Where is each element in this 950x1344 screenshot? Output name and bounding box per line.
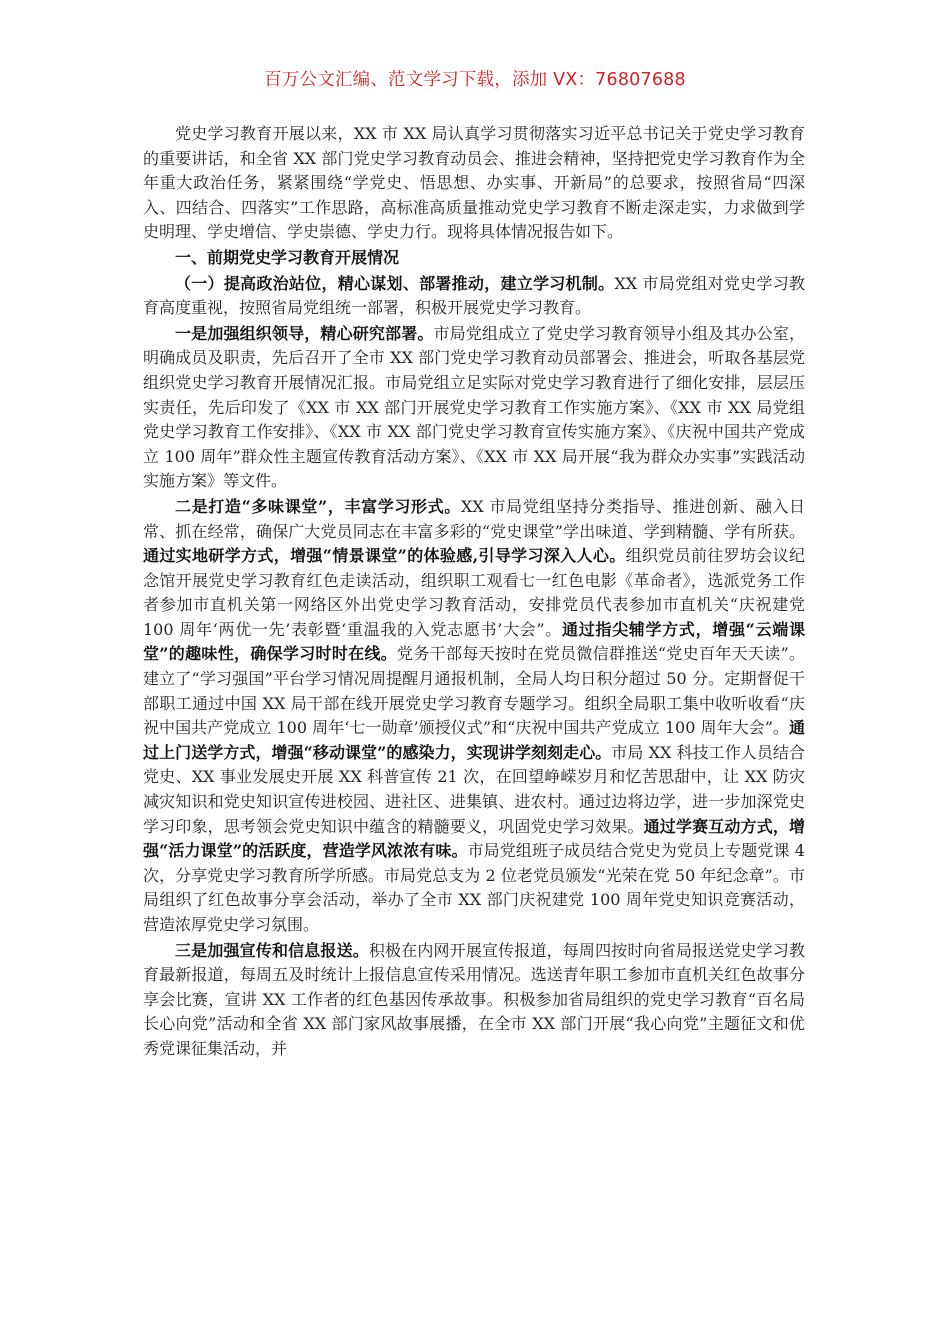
section-heading-text: 一、前期党史学习教育开展情况 [175, 247, 400, 267]
point-text-2b: 组织党员前往罗坊会议纪念馆开展党史学习教育红色走读活动，组织职工观看七一红色电影《革命者》，选派党务工作者参加市直机关第一网络区外出党史学习教育活动，安排党员代表参加市直机关“庆祝建党 100 周年‘两优一先’表彰暨‘重温我的入党志愿书’大会”。 [143, 546, 805, 639]
point-title-2: 二是打造“多味课堂”，丰富学习形式。 [175, 496, 461, 516]
subsection-title: （一）提高政治站位，精心谋划、部署推动，建立学习机制。 [175, 273, 615, 293]
point-text-2a: XX 市局党组坚持分类指导、推进创新、融入日常、抓在经常，确保广大党员同志在丰富多彩的“党史课堂”学出味道、学到精髓、学有所获。 [143, 496, 805, 541]
point-bold-2d: 通过学赛互动方式，增强“活力课堂”的活跃度，营造学风浓浓有味。 [143, 816, 805, 861]
point-text-1: 市局党组成立了党史学习教育领导小组及其办公室，明确成员及职责，先后召开了全市 XX 部门党史学习教育动员部署会、推进会，听取各基层党组织党史学习教育开展情况汇报。市局党组立足实际对党史学习教育进行了细化安排，层层压实责任，先后印发了《XX 市 XX 部门开展党史学习教育工作实施方案》、《XX 市 XX 局党组党史学习教育工作安排》、《XX 市 XX 部门党史学习教育宣传实施方案》、《庆祝中国共产党成立 100 周年”群众性主题宣传教育活动方案》、《XX 市 XX 局开展“我为群众办实事”实践活动实施方案》等文件。 [143, 323, 805, 491]
point-bold-2c: 通过上门送学方式，增强“移动课堂”的感染力，实现讲学刻刻走心。 [143, 718, 805, 762]
point-text-2d: 市局 XX 科技工作人员结合党史、XX 事业发展史开展 XX 科普宣传 21 次，在回望峥嵘岁月和忆苦思甜中，让 XX 防灾减灾知识和党史知识宣传进校园、进社区、进集镇、进农村。通过边将边学，进一步加深党史学习印象，思考领会党史知识中蕴含的精髓要义，巩固党史学习效果。 [143, 742, 805, 836]
point-text-2e: 市局党组班子成员结合党史为党员上专题党课 4 次，分享党史学习教育所学所感。市局党总支为 2 位老党员颁发“光荣在党 50 年纪念章”。市局组织了红色故事分享会活动，举办了全市 XX 部门庆祝建党 100 周年党史知识竞赛活动，营造浓厚党史学习氛围。 [143, 841, 805, 934]
promo-banner: 百万公文汇编、范文学习下载，添加 VX：76807688 [264, 70, 686, 90]
subsection-text: XX 市局党组对党史学习教育高度重视，按照省局党组统一部署，积极开展党史学习教育。 [143, 273, 805, 318]
point-text-3: 积极在内网开展宣传报道，每周四按时向省局报送党史学习教育最新报道，每周五及时统计上报信息宣传采用情况。选送青年职工参加市直机关红色故事分享会比赛，宣讲 XX 工作者的红色基因传承故事。积极参加省局组织的党史学习教育“百名局长心向党”活动和全省 XX 部门家风故事展播，在全市 XX 部门开展“我心向党”主题征文和优秀党课征集活动，并 [143, 940, 805, 1058]
point-text-2c: 党务干部每天按时在党员微信群推送“党史百年天天读”。建立了“学习强国”平台学习情况周提醒月通报机制，全局人均日积分超过 50 分。定期督促干部职工通过中国 XX 局干部在线开展党史学习教育专题学习。组织全局职工集中收听收看“庆祝中国共产党成立 100 周年‘七一勋章’颁授仪式”和“庆祝中国共产党成立 100 周年大会”。 [143, 644, 805, 738]
point-bold-2b: 通过指尖辅学方式，增强“云端课堂”的趣味性，确保学习时时在线。 [143, 619, 805, 664]
intro-paragraph: 党史学习教育开展以来，XX 市 XX 局认真学习贯彻落实习近平总书记关于党史学习教育的重要讲话，和全省 XX 部门党史学习教育动员会、推进会精神，坚持把党史学习教育作为全年重大政治任务，紧紧围绕“学党史、悟思想、办实事、开新局”的总要求，按照省局“四深入、四结合、四落实”工作思路，高标准高质量推动党史学习教育不断走深走实，力求做到学史明理、学史增信、学史崇德、学史力行。现将具体情况报告如下。 [143, 124, 805, 242]
point-title-1: 一是加强组织领导，精心研究部署。 [175, 323, 434, 343]
point-paragraph-1 [143, 322, 805, 494]
section-heading [143, 246, 805, 271]
subsection-paragraph [143, 272, 805, 321]
point-paragraph-2 [143, 495, 805, 938]
point-bold-2a: 通过实地研学方式，增强“情景课堂”的体验感,引导学习深入人心。 [143, 546, 626, 566]
point-title-3: 三是加强宣传和信息报送。 [175, 940, 369, 960]
document-body [143, 122, 805, 1062]
point-paragraph-3 [143, 939, 805, 1062]
